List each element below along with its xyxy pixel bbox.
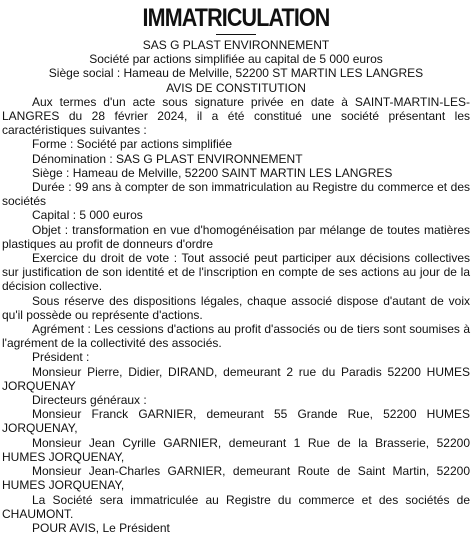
paragraph-directors-heading: Directeurs généraux :	[32, 393, 147, 408]
paragraph-seat: Siège : Hameau de Melville, 52200 SAINT MARTIN LES LANGRES	[32, 165, 393, 180]
notice-body	[2, 95, 470, 535]
notice-type: AVIS DE CONSTITUTION	[166, 80, 306, 95]
paragraph-president: Monsieur Pierre, Didier, DIRAND, demeurant 2 rue du Paradis 52200 HUMES JORQUENAY	[2, 364, 470, 393]
notice-title: IMMATRICULATION	[142, 4, 330, 32]
paragraph-director-1: Monsieur Franck GARNIER, demeurant 55 Grande Rue, 52200 HUMES JORQUENAY,	[2, 407, 470, 436]
paragraph-purpose: Objet : transformation en vue d'homogénéisation par mélange de toutes matières plastiques au profit de donneurs d'ordre	[2, 222, 470, 251]
title-divider	[216, 34, 256, 35]
paragraph-preamble: Aux termes d'un acte sous signature privée en date à SAINT-MARTIN-LES-LANGRES du 28 février 2024, il a été constitué une société présentant les caractéristiques suivantes :	[2, 94, 470, 138]
notice-header	[2, 38, 470, 95]
paragraph-director-3: Monsieur Jean-Charles GARNIER, demeurant Route de Saint Martin, 52200 HUMES JORQUENAY,	[2, 464, 470, 493]
paragraph-capital: Capital : 5 000 euros	[32, 208, 143, 223]
paragraph-denomination: Dénomination : SAS G PLAST ENVIRONNEMENT	[32, 151, 303, 166]
paragraph-registration: La Société sera immatriculée au Registre du commerce et des sociétés de CHAUMONT.	[2, 492, 470, 521]
paragraph-form: Forme : Société par actions simplifiée	[32, 137, 233, 152]
paragraph-voting-rights: Exercice du droit de vote : Tout associé peut participer aux décisions collectives sur justification de son identité et de l'inscription en compte de ses actions au jour de la décision collective.	[2, 251, 470, 294]
paragraph-signature: POUR AVIS, Le Président	[32, 520, 170, 535]
company-name: SAS G PLAST ENVIRONNEMENT	[142, 38, 330, 52]
company-form-capital: Société par actions simplifiée au capital de 5 000 euros	[89, 52, 383, 67]
paragraph-approval: Agrément : Les cessions d'actions au profit d'associés ou de tiers sont soumises à l'agrément de la collectivité des associés.	[2, 322, 470, 351]
company-head-office: Siège social : Hameau de Melville, 52200 ST MARTIN LES LANGRES	[48, 66, 424, 81]
paragraph-president-heading: Président :	[32, 350, 90, 365]
paragraph-director-2: Monsieur Jean Cyrille GARNIER, demeurant 1 Rue de la Brasserie, 52200 HUMES JORQUENAY,	[2, 435, 470, 464]
paragraph-duration: Durée : 99 ans à compter de son immatriculation au Registre du commerce et des sociétés	[2, 180, 470, 209]
paragraph-votes: Sous réserve des dispositions légales, chaque associé dispose d'autant de voix qu'il possède ou représente d'actions.	[2, 293, 470, 322]
